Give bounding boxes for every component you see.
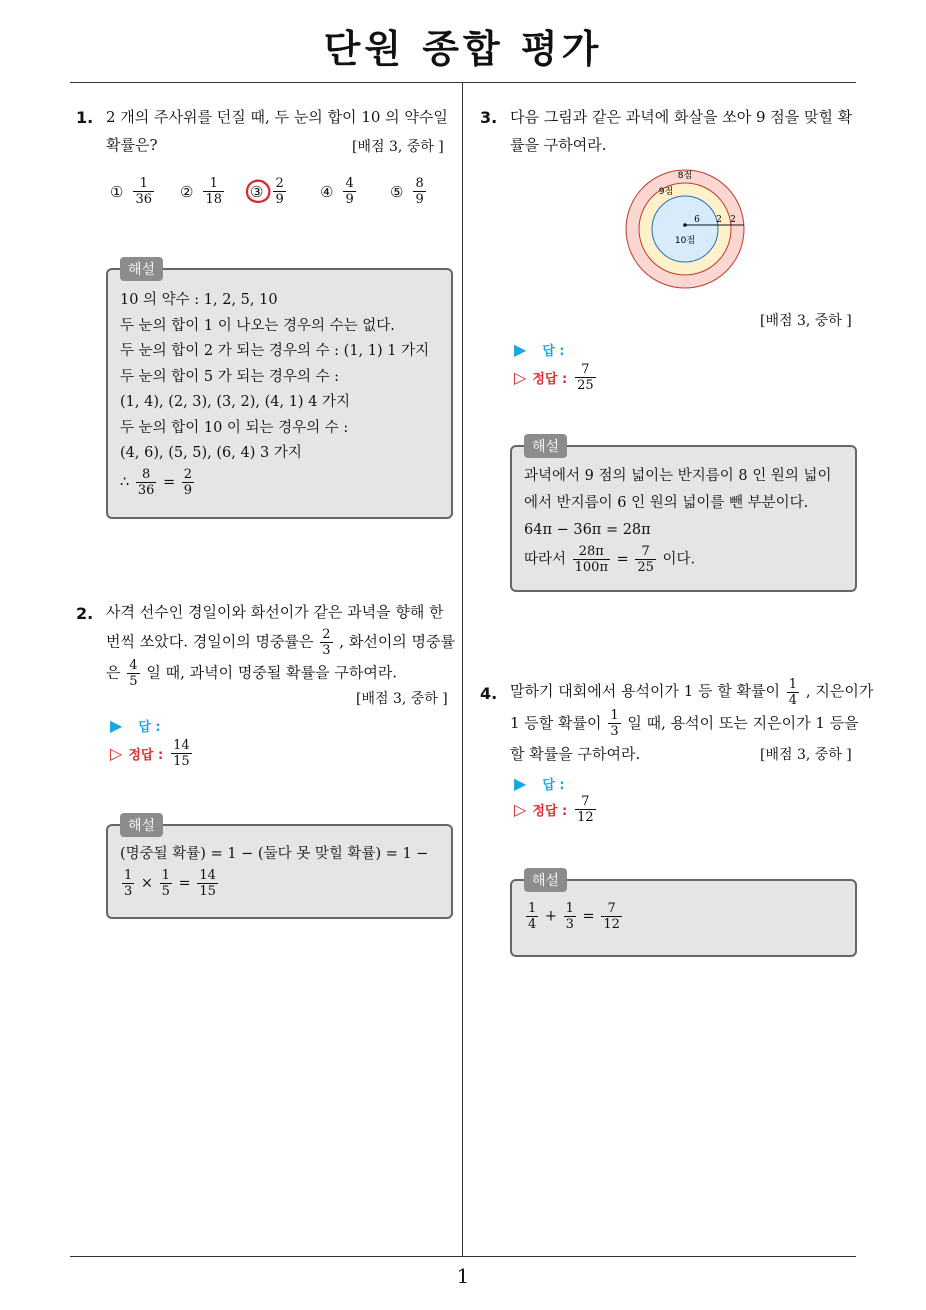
choice-fraction: $\frac{2}{9}$ xyxy=(275,176,284,207)
page-title: 단원 종합 평가 xyxy=(323,27,603,71)
choice-fraction: $\frac{1}{36}$ xyxy=(135,176,152,207)
sol-line: 두 눈의 합이 1 이 나오는 경우의 수는 없다. xyxy=(120,317,395,334)
choice-mark: ② xyxy=(180,182,194,201)
q2-score: [배점 3, 중하 ] xyxy=(356,691,448,707)
solution-tag: 해설 xyxy=(524,434,567,458)
outline-arrow-icon: ▷ xyxy=(514,800,527,819)
label-9: 9점 xyxy=(658,187,674,197)
q4-correct-row xyxy=(514,794,598,825)
sol-line: 과녁에서 9 점의 넓이는 반지름이 8 인 원의 넓이 xyxy=(524,468,832,484)
sol-line: 에서 반지름이 6 인 원의 넓이를 뺀 부분이다. xyxy=(524,495,809,511)
q4-solution-box xyxy=(510,873,857,957)
correct-answer: $\frac{7}{25}$ xyxy=(577,362,594,393)
choice-fraction: $\frac{8}{9}$ xyxy=(415,176,424,207)
q4-number: 4. xyxy=(480,684,498,703)
selected-circle-icon xyxy=(243,177,273,207)
correct-label: 정답 : xyxy=(532,372,568,387)
q1-choice-2[interactable] xyxy=(180,176,226,207)
q1-number: 1. xyxy=(76,108,94,127)
q2-number: 2. xyxy=(76,604,94,623)
q1-choice-5[interactable] xyxy=(390,176,428,207)
choice-mark: ⑤ xyxy=(390,182,404,201)
q1-line1: 2 개의 주사위를 던질 때, 두 눈의 합이 10 의 약수일 xyxy=(106,108,448,126)
q1-choice-3[interactable] xyxy=(250,176,288,207)
outline-arrow-icon: ▷ xyxy=(514,368,527,387)
correct-label: 정답 : xyxy=(532,804,568,819)
page-number: 1 xyxy=(456,1264,470,1288)
q2-solution-box xyxy=(106,818,453,919)
q3-solution-box xyxy=(510,439,857,592)
q2-line3: 은 $\frac{4}{5}$ 일 때, 과녁이 명중될 확률을 구하여라. xyxy=(106,658,398,689)
label-r6: 6 xyxy=(694,215,700,225)
play-arrow-icon: ▶ xyxy=(514,774,527,793)
q2-text xyxy=(106,598,458,689)
q3-number: 3. xyxy=(480,108,498,127)
target-ring-10 xyxy=(652,196,718,262)
answer-label: 답 : xyxy=(542,344,565,359)
answer-label: 답 : xyxy=(138,720,161,735)
q3-answer-row xyxy=(514,340,565,359)
q3-correct-row xyxy=(514,362,598,393)
q1-choice-1[interactable] xyxy=(110,176,156,207)
correct-answer: $\frac{14}{15}$ xyxy=(173,738,190,769)
q3-line1: 다음 그림과 같은 과녁에 화살을 쏘아 9 점을 맞힐 확 xyxy=(510,108,853,126)
q1-choice-4[interactable] xyxy=(320,176,358,207)
choice-mark: ① xyxy=(110,182,124,201)
sol-line: 두 눈의 합이 5 가 되는 경우의 수 : xyxy=(120,368,340,385)
column-divider xyxy=(462,82,463,1257)
q1-line2: 확률은? xyxy=(106,136,158,154)
q4-line1: 말하기 대회에서 용석이가 1 등 할 확률이 $\frac{1}{4}$ , 지은이가 xyxy=(510,676,874,708)
q3-solution-body xyxy=(524,463,845,575)
sol-line: 따라서 $\frac{28\pi}{100\pi}$ = $\frac{7}{25}$ 이다. xyxy=(524,544,696,575)
outline-arrow-icon: ▷ xyxy=(110,744,123,763)
q2-solution-body xyxy=(120,842,441,899)
q2-line1: 사격 선수인 경일이와 화선이가 같은 과녁을 향해 한 xyxy=(106,603,444,621)
q4-answer-row xyxy=(514,774,565,793)
q4-solution-body xyxy=(524,901,845,932)
correct-label: 정답 : xyxy=(128,748,164,763)
target-center xyxy=(683,223,687,227)
solution-tag: 해설 xyxy=(120,813,163,837)
choice-mark-selected: ③ xyxy=(250,183,263,201)
answer-label: 답 : xyxy=(542,778,565,793)
correct-answer: $\frac{7}{12}$ xyxy=(577,794,594,825)
q4-score: [배점 3, 중하 ] xyxy=(760,747,852,763)
q1-solution-box xyxy=(106,262,453,519)
choice-mark: ④ xyxy=(320,182,334,201)
q2-correct-row xyxy=(110,738,194,769)
sol-line: 10 의 약수 : 1, 2, 5, 10 xyxy=(120,292,278,308)
label-8: 8점 xyxy=(677,171,693,181)
q2-answer-row xyxy=(110,716,161,735)
solution-tag: 해설 xyxy=(524,868,567,892)
bottom-rule xyxy=(70,1256,856,1257)
q3-score: [배점 3, 중하 ] xyxy=(760,313,852,329)
sol-line: 두 눈의 합이 2 가 되는 경우의 수 : (1, 1) 1 가지 xyxy=(120,343,430,359)
sol-line: (명중될 확률) = 1 − (둘다 못 맞힐 확률) = 1 − xyxy=(120,846,429,862)
sol-line: $\frac{1}{3}$ × $\frac{1}{5}$ = $\frac{14}{15}$ xyxy=(124,867,216,899)
q1-score: [배점 3, 중하 ] xyxy=(352,139,444,155)
choice-fraction: $\frac{4}{9}$ xyxy=(345,176,354,207)
play-arrow-icon: ▶ xyxy=(514,340,527,359)
sol-line: 두 눈의 합이 10 이 되는 경우의 수 : xyxy=(120,419,349,436)
q3-line2: 률을 구하여라. xyxy=(510,136,607,154)
sol-line: (4, 6), (5, 5), (6, 4) 3 가지 xyxy=(120,445,302,461)
sol-line: $\frac{1}{4}$ + $\frac{1}{3}$ = $\frac{7}{12}$ xyxy=(528,901,620,932)
q1-solution-body xyxy=(120,288,441,498)
label-r2a: 2 xyxy=(716,215,722,225)
q3-text xyxy=(510,103,860,159)
choice-fraction: $\frac{1}{18}$ xyxy=(205,176,222,207)
solution-tag: 해설 xyxy=(120,257,163,281)
q4-line2: 1 등할 확률이 $\frac{1}{3}$ 일 때, 용석이 또는 지은이가 1 등을 xyxy=(510,708,859,739)
q4-line3: 할 확률을 구하여라. xyxy=(510,745,641,763)
label-r2b: 2 xyxy=(730,215,736,225)
sol-conclusion: ∴ $\frac{8}{36}$ = $\frac{2}{9}$ xyxy=(120,466,193,498)
q3-target-diagram xyxy=(624,168,746,290)
q2-line2: 번씩 쏘았다. 경일이의 명중률은 $\frac{2}{3}$ , 화선이의 명중률 xyxy=(106,627,456,658)
sol-line: 64π − 36π = 28π xyxy=(524,522,651,538)
top-rule xyxy=(70,82,856,83)
play-arrow-icon: ▶ xyxy=(110,716,123,735)
sol-line: (1, 4), (2, 3), (3, 2), (4, 1) 4 가지 xyxy=(120,394,351,410)
label-10: 10점 xyxy=(674,236,696,246)
